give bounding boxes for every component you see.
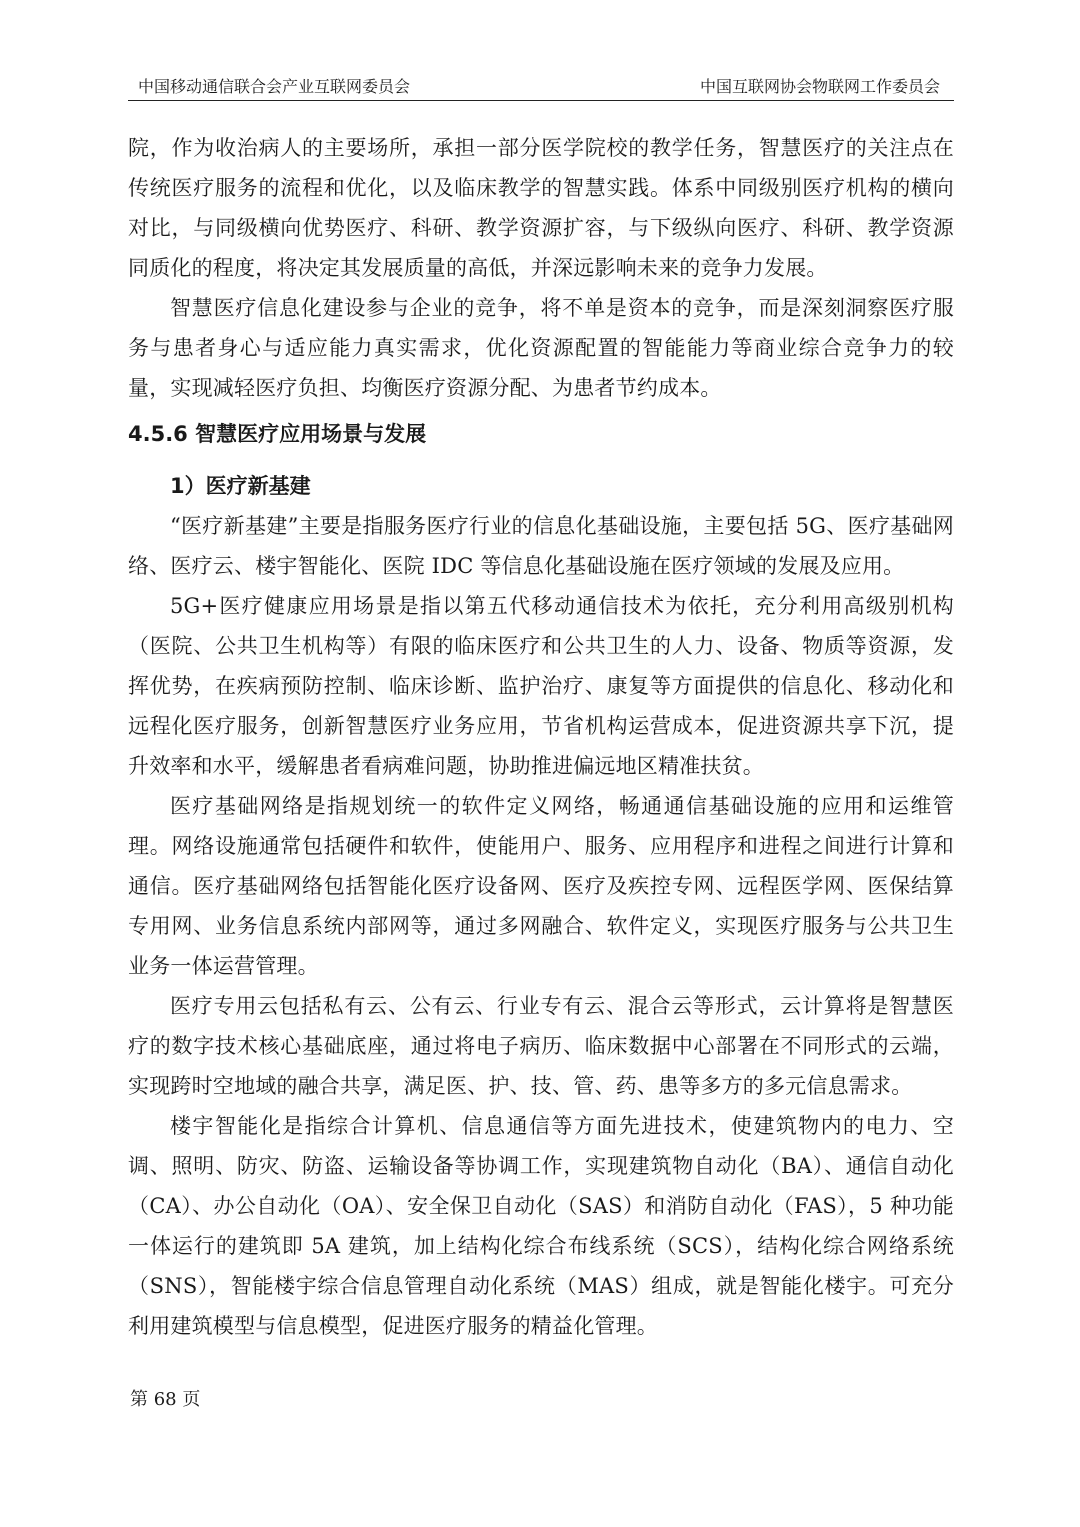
paragraph-4: 5G+医疗健康应用场景是指以第五代移动通信技术为依托，充分利用高级别机构（医院、公共卫生机构等）有限的临床医疗和公共卫生的人力、设备、物质等资源，发挥优势，在疾病预防控制、临床诊断、监护治疗、康复等方面提供的信息化、移动化和远程化医疗服务，创新智慧医疗业务应用，节省机构运营成本，促进资源共享下沉，提升效率和水平，缓解患者看病难问题，协助推进偏远地区精准扶贫。 xyxy=(128,594,954,778)
header-left-org: 中国移动通信联合会产业互联网委员会 xyxy=(138,77,411,96)
paragraph-1: 院，作为收治病人的主要场所，承担一部分医学院校的教学任务，智慧医疗的关注点在传统医疗服务的流程和优化，以及临床教学的智慧实践。体系中同级别医疗机构的横向对比，与同级横向优势医疗、科研、教学资源扩容，与下级纵向医疗、科研、教学资源同质化的程度，将决定其发展质量的高低，并深远影响未来的竞争力发展。 xyxy=(128,136,954,280)
paragraph-2: 智慧医疗信息化建设参与企业的竞争，将不单是资本的竞争，而是深刻洞察医疗服务与患者身心与适应能力真实需求，优化资源配置的智能能力等商业综合竞争力的较量，实现减轻医疗负担、均衡医疗资源分配、为患者节约成本。 xyxy=(128,296,954,400)
paragraph-3: “医疗新基建”主要是指服务医疗行业的信息化基础设施，主要包括 5G、医疗基础网络、医疗云、楼宇智能化、医院 IDC 等信息化基础设施在医疗领域的发展及应用。 xyxy=(128,514,954,578)
header-right-org: 中国互联网协会物联网工作委员会 xyxy=(699,77,940,96)
paragraph-7: 楼宇智能化是指综合计算机、信息通信等方面先进技术，使建筑物内的电力、空调、照明、防灾、防盗、运输设备等协调工作，实现建筑物自动化（BA）、通信自动化（CA）、办公自动化（OA）、安全保卫自动化（SAS）和消防自动化（FAS），5 种功能一体运行的建筑即 5A 建筑，加上结构化综合布线系统（SCS），结构化综合网络系统（SNS），智能楼宇综合信息管理自动化系统（MAS）组成，就是智能化楼宇。可充分利用建筑模型与信息模型，促进医疗服务的精益化管理。 xyxy=(128,1114,954,1338)
paragraph-6: 医疗专用云包括私有云、公有云、行业专有云、混合云等形式，云计算将是智慧医疗的数字技术核心基础底座，通过将电子病历、临床数据中心部署在不同形式的云端，实现跨时空地域的融合共享，满足医、护、技、管、药、患等多方的多元信息需求。 xyxy=(128,994,954,1098)
section-heading: 4.5.6 智慧医疗应用场景与发展 xyxy=(128,422,427,446)
subsection-heading: 1）医疗新基建 xyxy=(170,474,311,498)
page-header xyxy=(128,76,954,101)
paragraph-5: 医疗基础网络是指规划统一的软件定义网络，畅通通信基础设施的应用和运维管理。网络设施通常包括硬件和软件，使能用户、服务、应用程序和进程之间进行计算和通信。医疗基础网络包括智能化医疗设备网、医疗及疾控专网、远程医学网、医保结算专用网、业务信息系统内部网等，通过多网融合、软件定义，实现医疗服务与公共卫生业务一体运营管理。 xyxy=(128,794,954,978)
page-body xyxy=(128,128,954,1346)
page-number: 第 68 页 xyxy=(130,1389,201,1410)
